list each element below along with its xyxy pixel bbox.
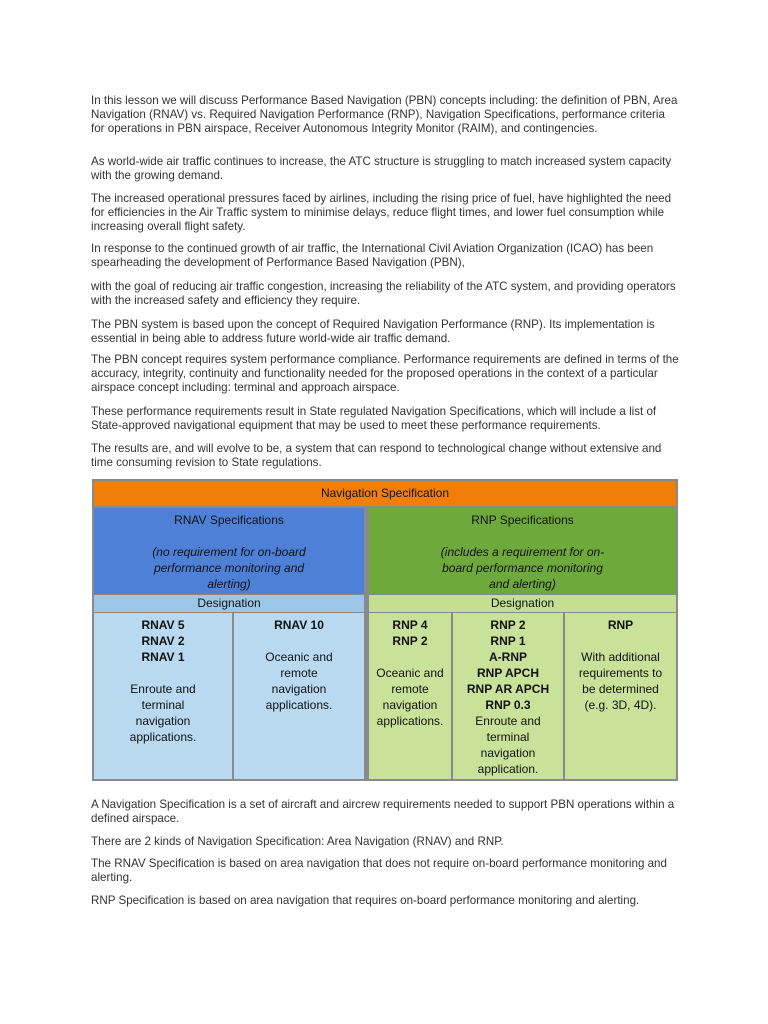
intro-paragraph-9: The results are, and will evolve to be, a system that can respond to technological change without extensive and time consuming revision to State regulations.: [91, 442, 662, 470]
spec-item: RNP 2: [490, 618, 526, 632]
spec-item: A-RNP: [489, 650, 527, 664]
spec-description: applications.: [129, 730, 197, 744]
rnp-note-line: (includes a requirement for on-: [440, 545, 605, 559]
rnp-column-2: [453, 613, 563, 779]
spec-description: applications.: [376, 714, 444, 728]
rnp-specifications-header: [369, 508, 676, 594]
intro-paragraph-4: In response to the continued growth of air traffic, the International Civil Aviation Organization (ICAO) has been spearheading the development of Performance Based Navigation (PBN),: [91, 242, 654, 270]
intro-paragraph-8: These performance requirements result in State regulated Navigation Specifications, which will include a list of State-approved navigational equipment that may be used to meet these performance requirements.: [91, 405, 657, 433]
rnav-note-line: (no requirement for on-board: [152, 545, 306, 559]
spec-item: RNP 2: [392, 634, 428, 648]
spec-description: be determined: [582, 682, 659, 696]
spec-description: remote: [280, 666, 318, 680]
spec-item: RNP AR APCH: [466, 682, 550, 696]
outro-paragraph-2: There are 2 kinds of Navigation Specification: Area Navigation (RNAV) and RNP.: [91, 835, 504, 848]
spec-description: Oceanic and: [376, 666, 444, 680]
spec-description: remote: [391, 682, 429, 696]
outro-paragraph-4: RNP Specification is based on area navigation that requires on-board performance monitoring and alerting.: [91, 894, 640, 907]
spec-description: Oceanic and: [265, 650, 333, 664]
rnp-note-line: board performance monitoring: [442, 561, 603, 575]
intro-paragraph-3: The increased operational pressures faced by airlines, including the rising price of fuel, have highlighted the need for efficiencies in the Air Traffic system to minimise delays, reduce flight times, and lower fuel consumption while increasing overall flight safety.: [91, 192, 672, 234]
spec-description: terminal: [486, 730, 530, 744]
spec-description: applications.: [265, 698, 333, 712]
outro-paragraph-1: A Navigation Specification is a set of aircraft and aircrew requirements needed to support PBN operations within a defined airspace.: [91, 798, 675, 826]
intro-paragraph-7: The PBN concept requires system performance compliance. Performance requirements are defined in terms of the accuracy, integrity, continuity and functionality needed for the proposed operations in the context of a particular airspace concept including: terminal and approach airspace.: [91, 353, 679, 395]
rnav-column-2: [234, 613, 364, 779]
rnav-column-1: [94, 613, 232, 779]
spec-description: navigation: [480, 746, 536, 760]
rnp-column-3: [565, 613, 676, 779]
rnav-specifications-header: [94, 508, 364, 594]
rnp-designation-label: Designation: [369, 595, 676, 612]
spec-item: RNAV 2: [141, 634, 185, 648]
spec-description: (e.g. 3D, 4D).: [584, 698, 657, 712]
spec-description: With additional: [581, 650, 660, 664]
spec-item: RNAV 1: [141, 650, 185, 664]
figure-title: Navigation Specification: [94, 481, 676, 506]
spec-description: Enroute and: [130, 682, 196, 696]
rnav-heading: RNAV Specifications: [174, 513, 284, 527]
outro-paragraph-3: The RNAV Specification is based on area navigation that does not require on-board performance monitoring and alerting.: [91, 857, 667, 885]
spec-description: navigation: [135, 714, 191, 728]
rnav-note-line: alerting): [207, 577, 251, 591]
spec-description: Enroute and: [475, 714, 541, 728]
rnp-note-line: and alerting): [489, 577, 556, 591]
spec-description: application.: [477, 762, 539, 776]
navigation-specification-figure: [92, 479, 678, 781]
spec-description: navigation: [382, 698, 438, 712]
intro-paragraph-1: In this lesson we will discuss Performance Based Navigation (PBN) concepts including: the definition of PBN, Area Navigation (RNAV) vs. Required Navigation Performance (RNP), Navigation Specifications, performance criteria for operations in PBN airspace, Receiver Autonomous Integrity Monitor (RAIM), and contingencies.: [91, 94, 678, 136]
rnav-note-line: performance monitoring and: [153, 561, 305, 575]
spec-item: RNP APCH: [476, 666, 539, 680]
rnav-designation-label: Designation: [94, 595, 364, 612]
intro-paragraph-6: The PBN system is based upon the concept of Required Navigation Performance (RNP). Its implementation is essential in being able to address future world-wide air traffic demand.: [91, 318, 655, 346]
rnp-column-1: [369, 613, 451, 779]
spec-description: terminal: [141, 698, 185, 712]
spec-item: RNP 4: [392, 618, 428, 632]
intro-paragraph-5: with the goal of reducing air traffic congestion, increasing the reliability of the ATC system, and providing operators with the increased safety and efficiency they require.: [91, 280, 676, 308]
spec-item: RNP: [607, 618, 634, 632]
spec-item: RNP 1: [490, 634, 526, 648]
spec-item: RNP 0.3: [485, 698, 531, 712]
spec-description: navigation: [271, 682, 327, 696]
rnp-heading: RNP Specifications: [471, 513, 574, 527]
spec-item: RNAV 5: [141, 618, 185, 632]
spec-item: RNAV 10: [274, 618, 324, 632]
spec-description: requirements to: [578, 666, 663, 680]
intro-paragraph-2: As world-wide air traffic continues to increase, the ATC structure is struggling to match increased system capacity with the growing demand.: [91, 155, 672, 183]
